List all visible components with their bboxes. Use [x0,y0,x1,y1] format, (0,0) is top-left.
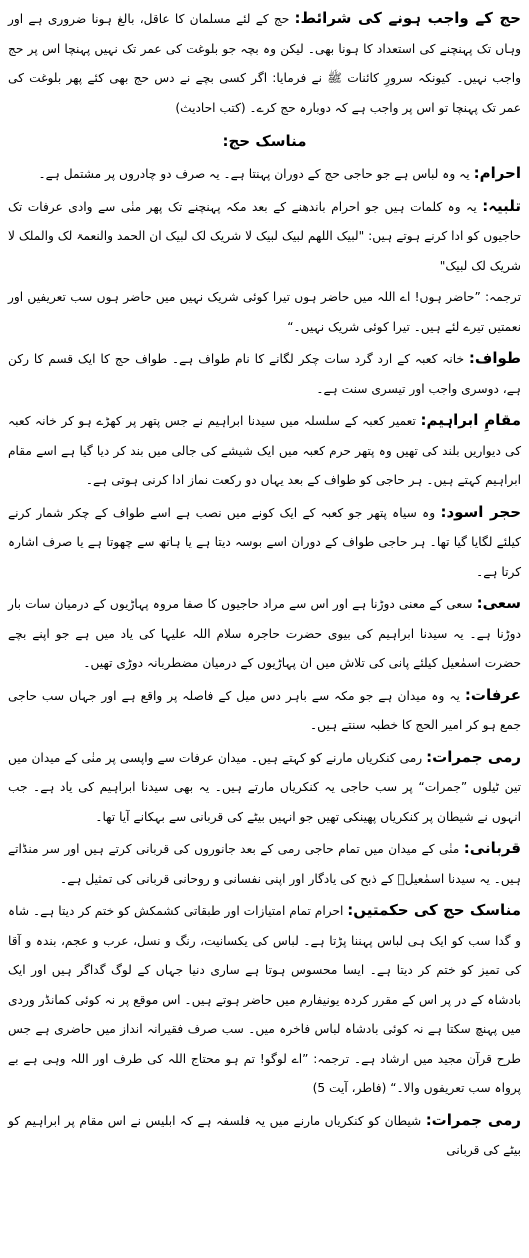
entry-qurbani [8,834,521,894]
term-maqam-ibrahim: مقامِ ابراہیم: [420,411,522,429]
entry-talbiya [8,192,521,282]
entry-tawaf [8,344,521,404]
wisdom-heading: مناسک حج کی حکمتیں: [347,901,521,919]
last-text: شیطان کو کنکریاں مارنے میں یہ فلسفہ ہے کہ ابلیس نے اس مقام پر ابراہیم کو بیٹے کی قربانی [8,1113,521,1157]
wisdom-paragraph [8,896,521,1104]
term-ihram: احرام: [473,164,521,182]
intro-heading: حج کے واجب ہونے کی شرائط: [294,9,521,27]
entry-sai [8,589,521,679]
entry-ihram [8,159,521,190]
text-talbiya: یہ وہ کلمات ہیں جو احرام باندھنے کے بعد مکہ پہنچنے تک پھر منٰی سے وادی عرفات تک حاجیوں کو ادا کرنے ہوتے ہیں: "لبیک اللھم لبیک لبیک لا شریک لک لبیک ان الحمد والنعمۃ لک والملک لا شریک لک لبیک" [8,199,521,273]
text-maqam-ibrahim: تعمیر کعبہ کے سلسلہ میں سیدنا ابراہیم نے جس پتھر پر کھڑے ہو کر خانہ کعبہ کی دیواریں بلند کی تھیں وہ پتھر حرم کعبہ میں ایک شیشے کی جالی میں بند کر دیا گیا ہے اسے مقام ابراہیم کہتے ہیں۔ ہر حاجی کو طواف کے بعد یہاں دو رکعت نماز ادا کرنی ہوتی ہے۔ [8,414,521,487]
term-talbiya: تلبیہ: [482,196,521,215]
entry-hajar-aswad [8,498,521,588]
term-arafat: عرفات: [464,685,522,704]
manasik-title: مناسک حج: [222,132,307,150]
last-paragraph [8,1106,521,1166]
term-sai: سعی: [476,594,522,612]
entry-arafat [8,681,521,741]
text-tawaf: خانہ کعبہ کے ارد گرد سات چکر لگانے کا نام طواف ہے۔ طواف حج کا ایک قسم کا رکن ہے، دوسری واجب اور تیسری سنت ہے۔ [8,352,521,396]
intro-paragraph [8,4,521,123]
wisdom-text: احرام تمام امتیازات اور طبقاتی کشمکش کو ختم کر دیتا ہے۔ شاہ و گدا سب کو ایک ہی لباس پہننا پڑتا ہے۔ لباس کی یکسانیت، رنگ و نسل، عرب و عجم، بندہ و آقا کی تمیز کو ختم کر دیتا ہے۔ ایسا محسوس ہوتا ہے ساری دنیا جہاں کے لوگ گداگر ہیں اور ایک بادشاہ کے در پر اس کے مقرر کردہ یونیفارم میں حاضر ہوتے ہیں۔ اس موقع پر نہ کوئی کمانڈر وردی میں پہنچ سکتا ہے نہ کوئی بادشاہ لباس فاخرہ میں۔ سب صرف فقیرانہ انداز میں حاضری ہے جس طرح قرآن مجید میں ارشاد ہے۔ ترجمہ: ”اے لوگو! تم ہو محتاج اللہ کی طرف اور اللہ وہی ہے بے پرواہ سب تعریفوں والا۔“ (فاطر، آیت 5) [8,904,521,1095]
text-hajar-aswad: وہ سیاہ پتھر جو کعبہ کے ایک کونے میں نصب ہے اسے طواف کے چکر شمار کرنے کیلئے لگایا گیا تھا۔ ہر حاجی طواف کے دوران اسے بوسہ دیتا ہے یا ہاتھ سے چھوتا ہے یا صرف اشارہ کرتا ہے۔ [8,505,521,579]
intro-text: حج کے لئے مسلمان کا عاقل، بالغ ہونا ضروری ہے اور وہاں تک پہنچنے کی استعداد کا ہونا بھی۔ لیکن وہ بچہ جو بلوغت کی عمر تک نہیں پہنچا اس پر حج واجب نہیں۔ کیونکہ سرورِ کائنات ﷺ نے فرمایا: اگر کسی بچے نے دس حج بھی کئے پھر بلوغت کی عمر تک پہنچا تو اس پر واجب ہے کہ دوبارہ حج کرے۔ (کتب احادیث) [8,12,521,115]
entry-maqam-ibrahim [8,406,521,496]
text-ihram: یہ وہ لباس ہے جو حاجی حج کے دوران پہنتا ہے۔ یہ صرف دو چادروں پر مشتمل ہے۔ [38,167,470,181]
term-rami-jamarat: رمی جمرات: [426,747,521,766]
term-tawaf: طواف: [468,349,522,367]
text-sai: سعی کے معنی دوڑنا ہے اور اس سے مراد حاجیوں کا صفا مروہ پہاڑیوں کے درمیان سات بار دوڑنا ہے۔ یہ سیدنا ابراہیم کی بیوی حضرت حاجرہ سلام اللہ علیہا کی یاد میں ہے جو اپنے بچے حضرت اسمٰعیل کیلئے پانی کی تلاش میں ان پہاڑیوں کے درمیان مضطربانہ دوڑی تھیں۔ [8,597,521,670]
term-hajar-aswad: حجر اسود: [440,502,522,521]
text-rami-jamarat: رمی کنکریاں مارنے کو کہتے ہیں۔ میدان عرفات سے واپسی پر منٰی کے میدان میں تین ٹیلوں ”جمرات“ پر سب حاجی یہ کنکریاں مارتے ہیں۔ یہ بھی سیدنا ابراہیم کی یاد ہے۔ جب انہوں نے شیطان پر کنکریاں پھینکی تھیں جو انہیں بیٹے کی قربانی سے بہکانے آیا تھا۔ [8,750,521,824]
text-qurbani: منٰی کے میدان میں تمام حاجی رمی کے بعد جانوروں کی قربانی کرتے ہیں اور سر منڈاتے ہیں۔ یہ سیدنا اسمٰعیلؑ کے ذبح کی یادگار اور اپنی نفسانی و روحانی قربانی کی تمثیل ہے۔ [8,842,521,886]
entry-rami-jamarat [8,743,521,833]
term-qurbani: قربانی: [463,839,521,857]
last-term: رمی جمرات: [425,1110,521,1129]
text-arafat: یہ وہ میدان ہے جو مکہ سے باہر دس میل کے فاصلہ پر واقع ہے اور جہاں سب حاجی جمع ہو کر امیر الحج کا خطبہ سنتے ہیں۔ [8,688,521,732]
talbiya-translation: ترجمہ: ”حاضر ہوں! اے اللہ میں حاضر ہوں تیرا کوئی شریک نہیں میں حاضر ہوں سب تعریفیں اور نعمتیں تیرے لئے ہیں۔ تیرا کوئی شریک نہیں۔“ [8,290,521,334]
